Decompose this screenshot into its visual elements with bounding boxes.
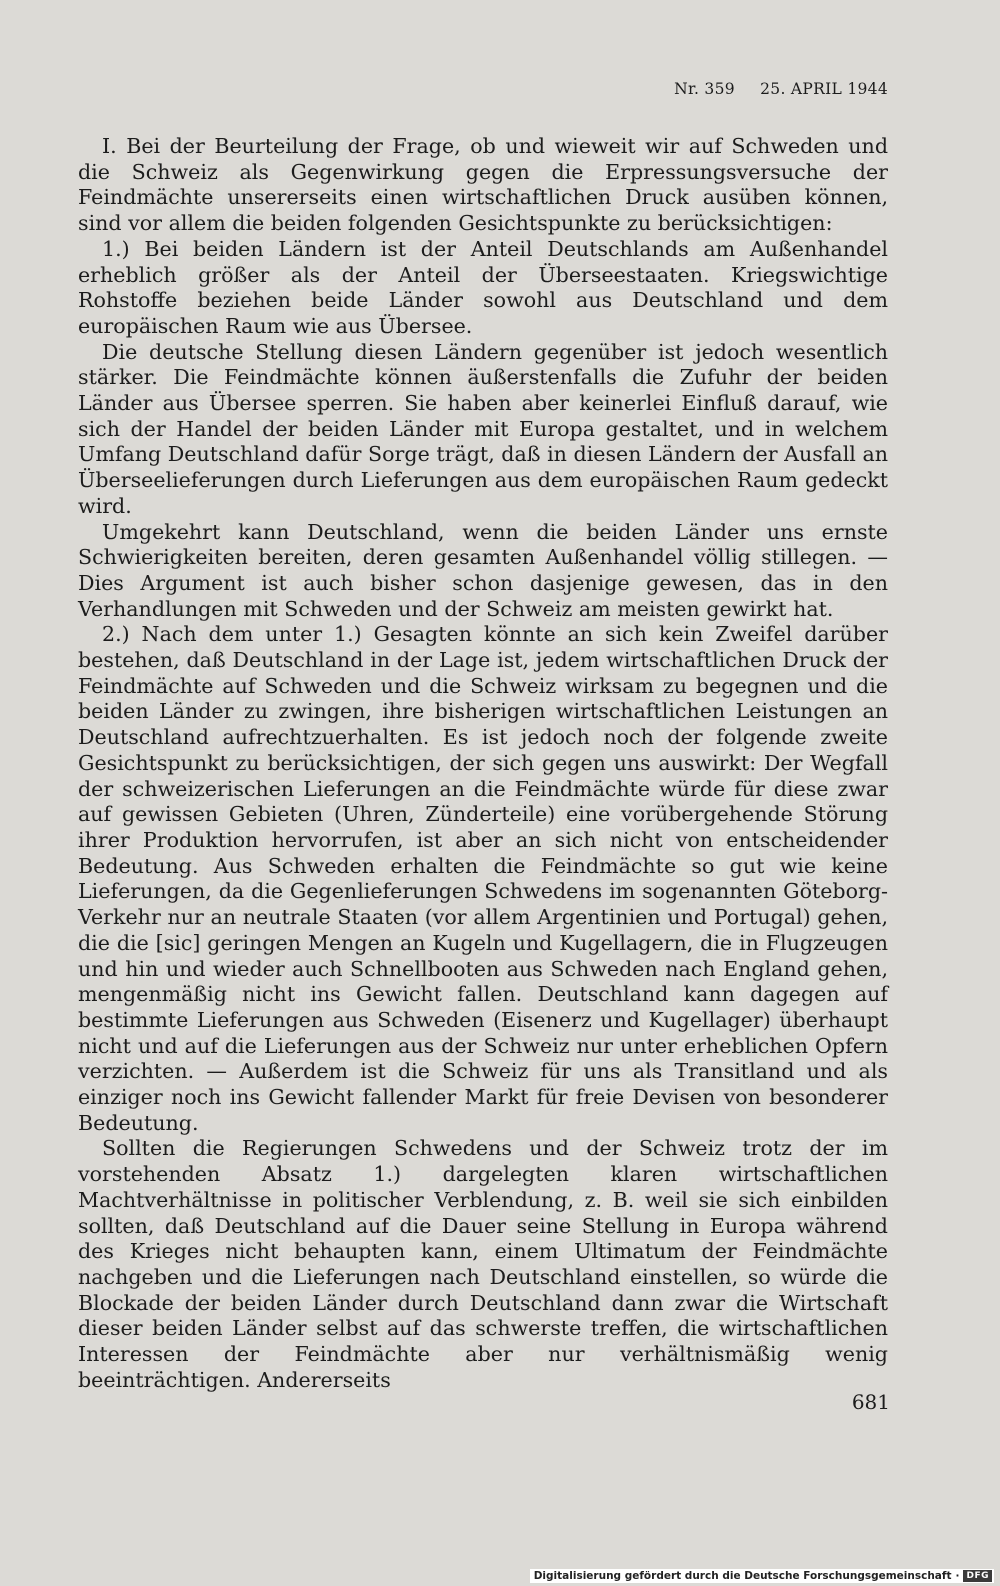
page-number: 681 — [851, 1390, 890, 1414]
paragraph: Sollten die Regierungen Schwedens und der Schweiz trotz der im vorstehenden Absatz 1.) dargelegten klaren wirtschaftlichen Machtverhältnisse in politischer Verblendung, z. B. weil sie sich einbilden sollten, daß Deutschland auf die Dauer seine Stellung in Europa während des Krieges nicht behaupten kann, einem Ultimatum der Feindmächte nachgeben und die Lieferungen nach Deutschland einstellen, so würde die Blockade der beiden Länder durch Deutschland dann zwar die Wirtschaft dieser beiden Länder selbst auf das schwerste treffen, die wirtschaftlichen Interessen der Feindmächte aber nur verhältnismäßig wenig beeinträchtigen. Andererseits — [78, 1136, 888, 1392]
digitization-footer: Digitalisierung gefördert durch die Deutsche Forschungsgemeinschaft · DFG — [530, 1569, 994, 1583]
paragraph: Umgekehrt kann Deutschland, wenn die beiden Länder uns ernste Schwierigkeiten bereiten, deren gesamten Außenhandel völlig stillegen. — Dies Argument ist auch bisher schon dasjenige gewesen, das in den Verhandlungen mit Schweden und der Schweiz am meisten gewirkt hat. — [78, 519, 888, 621]
document-date: 25. APRIL 1944 — [760, 80, 888, 98]
paragraph: 1.) Bei beiden Ländern ist der Anteil Deutschlands am Außenhandel erheblich größer als der Anteil der Überseestaaten. Kriegswichtige Rohstoffe beziehen beide Länder sowohl aus Deutschland und dem europäischen Raum wie aus Übersee. — [78, 236, 888, 338]
paragraph: I. Bei der Beurteilung der Frage, ob und wieweit wir auf Schweden und die Schweiz als Gegenwirkung gegen die Erpressungsversuche der Feindmächte unsererseits einen wirtschaftlichen Druck ausüben können, sind vor allem die beiden folgenden Gesichtspunkte zu berücksichtigen: — [78, 134, 888, 236]
page-header — [674, 80, 888, 98]
body-text — [78, 134, 888, 1393]
document-number: Nr. 359 — [674, 80, 735, 98]
paragraph: 2.) Nach dem unter 1.) Gesagten könnte an sich kein Zweifel darüber bestehen, daß Deutschland in der Lage ist, jedem wirtschaftlichen Druck der Feindmächte auf Schweden und die Schweiz wirksam zu begegnen und die beiden Länder zu zwingen, ihre bisherigen wirtschaftlichen Leistungen an Deutschland aufrechtzuerhalten. Es ist jedoch noch der folgende zweite Gesichtspunkt zu berücksichtigen, der sich gegen uns auswirkt: Der Wegfall der schweizerischen Lieferungen an die Feindmächte würde für diese zwar auf gewissen Gebieten (Uhren, Zünderteile) eine vorübergehende Störung ihrer Produktion hervorrufen, ist aber an sich nicht von entscheidender Bedeutung. Aus Schweden erhalten die Feindmächte so gut wie keine Lieferungen, da die Gegenlieferungen Schwedens im sogenannten Göteborg-Verkehr nur an neutrale Staaten (vor allem Argentinien und Portugal) gehen, die die [sic] geringen Mengen an Kugeln und Kugellagern, die in Flugzeugen und hin und wieder auch Schnellbooten aus Schweden nach England gehen, mengenmäßig nicht ins Gewicht fallen. Deutschland kann dagegen auf bestimmte Lieferungen aus Schweden (Eisenerz und Kugellager) überhaupt nicht und auf die Lieferungen aus der Schweiz nur unter erheblichen Opfern verzichten. — Außerdem ist die Schweiz für uns als Transitland und als einziger noch ins Gewicht fallender Markt für freie Devisen von besonderer Bedeutung. — [78, 622, 888, 1135]
footer-text: Digitalisierung gefördert durch die Deutsche Forschungsgemeinschaft — [533, 1570, 952, 1582]
dfg-logo-icon: DFG — [963, 1570, 992, 1582]
paragraph: Die deutsche Stellung diesen Ländern gegenüber ist jedoch wesentlich stärker. Die Feindmächte können äußerstenfalls die Zufuhr der beiden Länder aus Übersee sperren. Sie haben aber keinerlei Einfluß darauf, wie sich der Handel der beiden Länder mit Europa gestaltet, und in welchem Umfang Deutschland dafür Sorge trägt, daß in diesen Ländern der Ausfall an Überseelieferungen durch Lieferungen aus dem europäischen Raum gedeckt wird. — [78, 339, 888, 518]
